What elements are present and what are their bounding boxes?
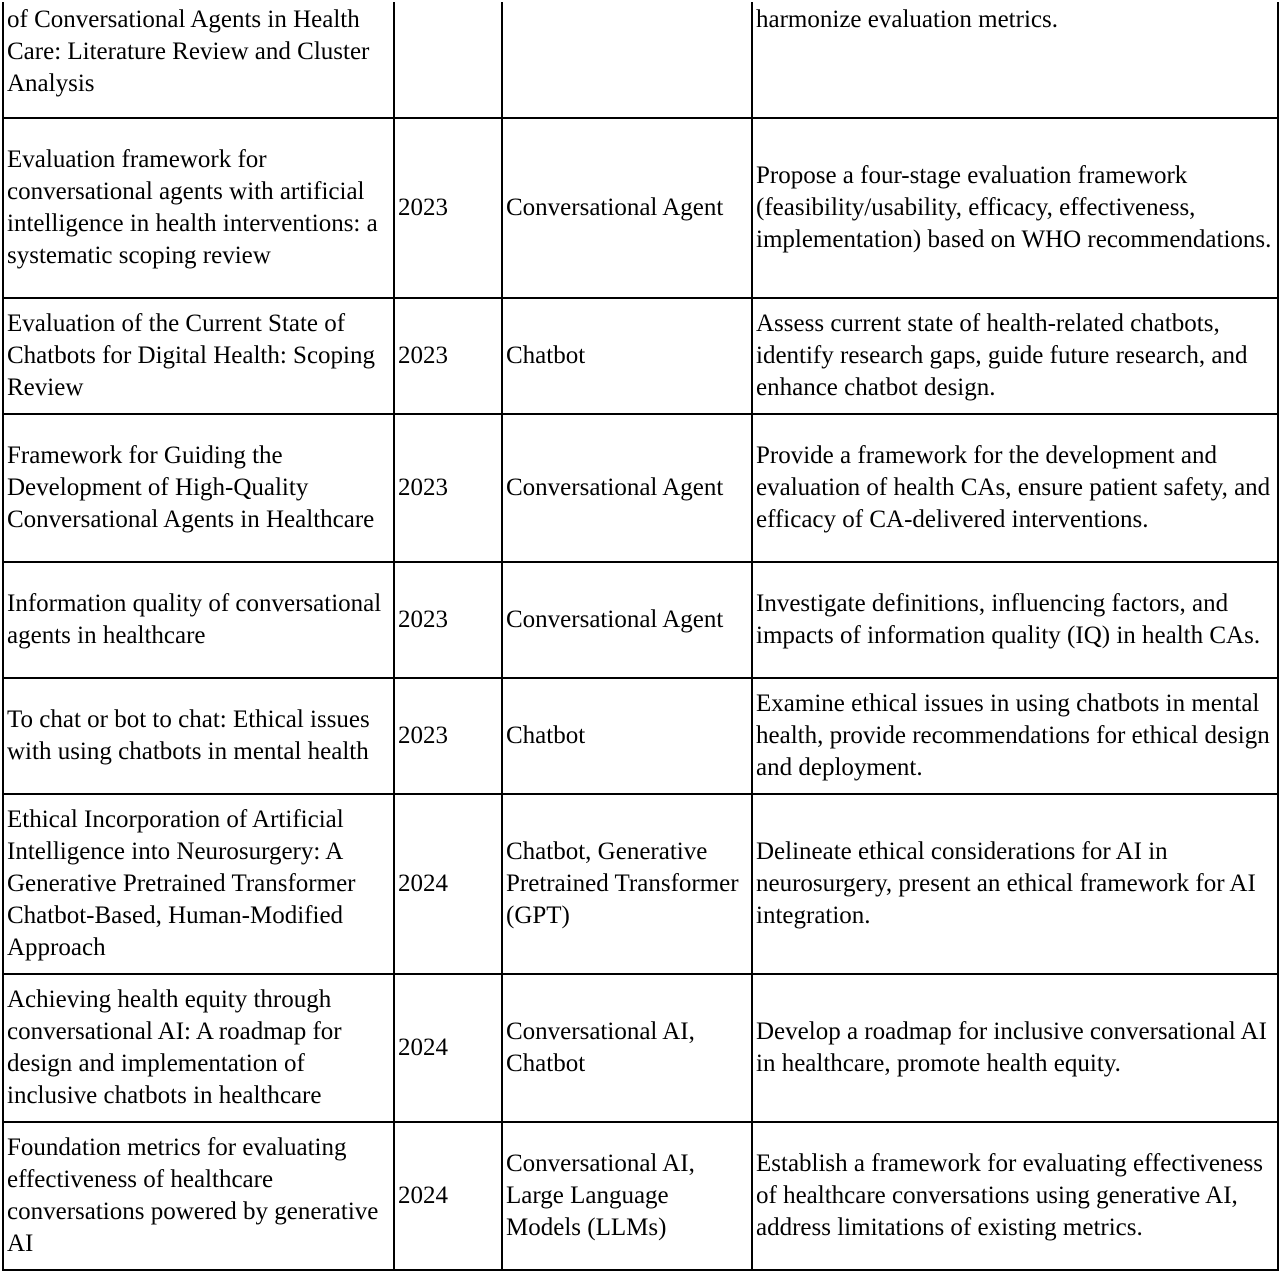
table-row <box>3 678 1278 794</box>
title-cell: of Conversational Agents in Health Care: Literature Review and Cluster Analysis <box>3 2 394 118</box>
year-cell: 2024 <box>394 1122 502 1270</box>
literature-review-table <box>2 2 1279 1271</box>
type-cell: Conversational AI, Chatbot <box>502 974 752 1122</box>
objective-cell: Examine ethical issues in using chatbots in mental health, provide recommendations for ethical design and deployment. <box>752 678 1278 794</box>
objective-cell: Investigate definitions, influencing factors, and impacts of information quality (IQ) in health CAs. <box>752 562 1278 678</box>
title-cell: Evaluation of the Current State of Chatbots for Digital Health: Scoping Review <box>3 298 394 414</box>
year-cell: 2024 <box>394 794 502 974</box>
table-row <box>3 2 1278 118</box>
title-cell: Evaluation framework for conversational agents with artificial intelligence in health interventions: a systematic scoping review <box>3 118 394 298</box>
type-cell: Conversational Agent <box>502 118 752 298</box>
objective-cell: Propose a four-stage evaluation framework (feasibility/usability, efficacy, effectiveness, implementation) based on WHO recommendations. <box>752 118 1278 298</box>
title-cell: Achieving health equity through conversational AI: A roadmap for design and implementation of inclusive chatbots in healthcare <box>3 974 394 1122</box>
objective-cell: Provide a framework for the development and evaluation of health CAs, ensure patient safety, and efficacy of CA-delivered interventions. <box>752 414 1278 562</box>
year-cell <box>394 2 502 118</box>
objective-cell: Delineate ethical considerations for AI in neurosurgery, present an ethical framework for AI integration. <box>752 794 1278 974</box>
title-cell: Information quality of conversational agents in healthcare <box>3 562 394 678</box>
title-cell: Ethical Incorporation of Artificial Intelligence into Neurosurgery: A Generative Pretrained Transformer Chatbot-Based, Human-Modified Approach <box>3 794 394 974</box>
objective-cell: Develop a roadmap for inclusive conversational AI in healthcare, promote health equity. <box>752 974 1278 1122</box>
type-cell: Chatbot <box>502 678 752 794</box>
title-cell: Framework for Guiding the Development of High-Quality Conversational Agents in Healthcare <box>3 414 394 562</box>
year-cell: 2023 <box>394 118 502 298</box>
objective-cell: harmonize evaluation metrics. <box>752 2 1278 118</box>
year-cell: 2023 <box>394 298 502 414</box>
type-cell: Conversational Agent <box>502 562 752 678</box>
year-cell: 2023 <box>394 414 502 562</box>
year-cell: 2023 <box>394 562 502 678</box>
type-cell: Conversational Agent <box>502 414 752 562</box>
table-row <box>3 118 1278 298</box>
title-cell: Foundation metrics for evaluating effectiveness of healthcare conversations powered by generative AI <box>3 1122 394 1270</box>
table-row <box>3 974 1278 1122</box>
objective-cell: Establish a framework for evaluating effectiveness of healthcare conversations using generative AI, address limitations of existing metrics. <box>752 1122 1278 1270</box>
table-row <box>3 414 1278 562</box>
objective-cell: Assess current state of health-related chatbots, identify research gaps, guide future research, and enhance chatbot design. <box>752 298 1278 414</box>
type-cell: Conversational AI, Large Language Models (LLMs) <box>502 1122 752 1270</box>
title-cell: To chat or bot to chat: Ethical issues with using chatbots in mental health <box>3 678 394 794</box>
type-cell: Chatbot <box>502 298 752 414</box>
type-cell <box>502 2 752 118</box>
year-cell: 2023 <box>394 678 502 794</box>
table-row <box>3 298 1278 414</box>
table-row <box>3 1122 1278 1270</box>
table-row <box>3 562 1278 678</box>
table-row <box>3 794 1278 974</box>
type-cell: Chatbot, Generative Pretrained Transformer (GPT) <box>502 794 752 974</box>
year-cell: 2024 <box>394 974 502 1122</box>
